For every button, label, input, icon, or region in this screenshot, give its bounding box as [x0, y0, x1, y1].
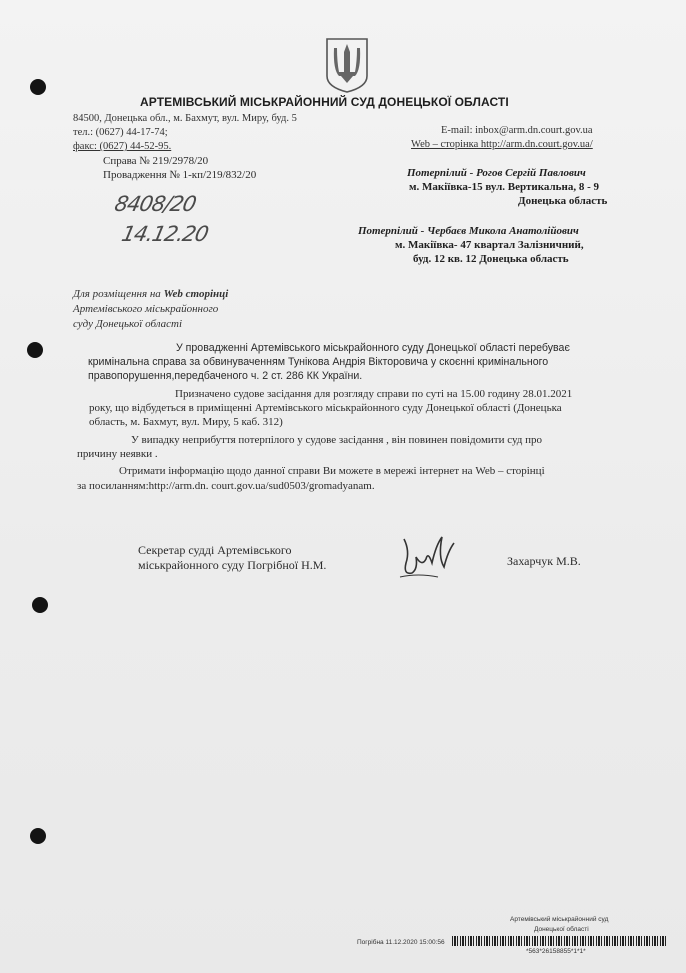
body-p4-line1: Отримати інформацію щодо данної справи Ви можете в мережі інтернет на Web – сторінці [119, 465, 545, 477]
body-p4-line2: за посиланням:http://arm.dn. court.gov.ua/sud0503/gromadyanam. [77, 480, 375, 492]
placement-note-line1 [73, 288, 228, 300]
body-p2-line1: Призначено судове засідання для розгляду справи по суті на 15.00 годину 28.01.2021 [175, 388, 573, 400]
punch-hole [30, 79, 46, 95]
punch-hole [30, 828, 46, 844]
placement-note-suffix: сторінці [182, 288, 229, 300]
document-barcode [452, 936, 668, 946]
barcode-number: *563*26158855*1*1* [526, 948, 586, 955]
recipient-2-region: буд. 12 кв. 12 Донецька область [413, 253, 569, 265]
footer-registrar-stamp: Погрібна 11.12.2020 15:00:56 [357, 939, 445, 946]
recipient-1-region: Донецька область [518, 195, 608, 207]
court-fax: факс: (0627) 44-52-95. [73, 141, 172, 152]
handwritten-registration-date: 14.12.20 [119, 222, 211, 246]
signatory-title-line2: міськрайонного суду Погрібної Н.М. [138, 558, 327, 572]
footer-stamp-region: Донецької області [534, 926, 589, 933]
body-p1-line1: У провадженні Артемівського міськрайонного суду Донецької області перебуває [176, 342, 570, 354]
placement-note-line3: суду Донецької області [73, 318, 183, 330]
proceeding-number: Провадження № 1-кп/219/832/20 [103, 169, 257, 181]
footer-stamp-court: Артемівський міськрайонний суд [510, 916, 609, 923]
recipient-2-name: Потерпілий - Чербаєв Микола Анатолійович [358, 225, 579, 237]
recipient-2-address: м. Макіївка- 47 квартал Залізничний, [395, 239, 584, 251]
court-title: АРТЕМІВСЬКИЙ МІСЬКРАЙОННИЙ СУД ДОНЕЦЬКОЇ ОБЛАСТІ [140, 95, 509, 109]
signatory-title-line1: Секретар судді Артемівського [138, 543, 292, 557]
body-p1-line3: правопорушення,передбаченого ч. 2 ст. 286 КК України. [88, 370, 363, 382]
handwritten-registration-number: 8408/20 [112, 192, 198, 216]
placement-note-line2: Артемівського міськрайонного [73, 303, 219, 315]
body-p1-line2: кримінальна справа за обвинуваченням Тунікова Андрія Вікторовича у скоєнні кримінального [88, 356, 549, 368]
recipient-1-name: Потерпілий - Рогов Сергій Павлович [407, 167, 586, 179]
handwritten-signature [398, 533, 456, 583]
body-p3-line1: У випадку неприбуття потерпілого у судове засідання , він повинен повідомити суд про [131, 434, 543, 446]
court-web-link[interactable]: Web – сторінка http://arm.dn.court.gov.ua/ [411, 139, 593, 150]
recipient-1-address: м. Макіївка-15 вул. Вертикальна, 8 - 9 [409, 181, 600, 193]
court-phone: тел.: (0627) 44-17-74; [73, 127, 168, 138]
punch-hole [32, 597, 48, 613]
body-p3-line2: причину неявки . [77, 448, 158, 460]
court-address: 84500, Донецька обл., м. Бахмут, вул. Миру, буд. 5 [73, 113, 297, 124]
court-email: E-mail: inbox@arm.dn.court.gov.ua [441, 125, 593, 136]
body-p2-line3: область, м. Бахмут, вул. Миру, 5 каб. 312) [89, 416, 283, 428]
placement-note-prefix: Для розміщення на [73, 288, 164, 300]
placement-note-web: Web [163, 288, 183, 300]
punch-hole [27, 342, 43, 358]
signatory-name: Захарчук М.В. [507, 554, 581, 568]
trident-emblem-icon [324, 36, 370, 94]
body-p2-line2: року, що відбудеться в приміщенні Артемівського міськрайонного суду Донецької області (Донецька [89, 402, 562, 414]
case-number: Справа № 219/2978/20 [103, 155, 209, 167]
